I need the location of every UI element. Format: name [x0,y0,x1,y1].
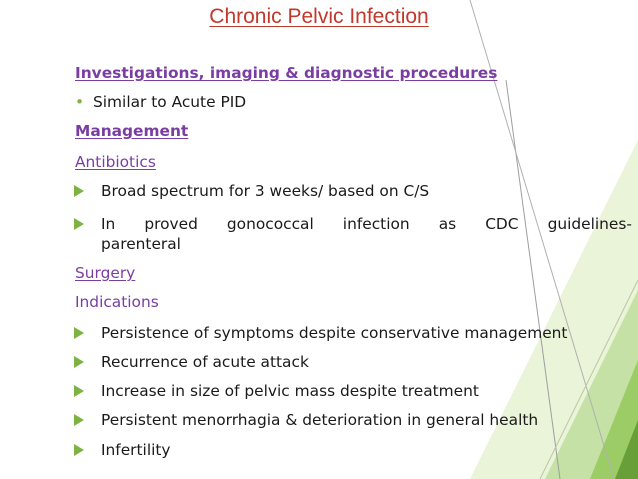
antibiotics-item: Broad spectrum for 3 weeks/ based on C/S [101,182,430,200]
investigations-heading: Investigations, imaging & diagnostic procedures [75,64,498,82]
indications-item: Recurrence of acute attack [101,353,309,371]
arrow-bullet-icon [74,356,84,368]
arrow-bullet-icon [74,185,84,197]
antibiotics-item-continuation: parenteral [101,235,181,253]
indications-item: Infertility [101,441,171,459]
arrow-bullet-icon [74,444,84,456]
item-word: infection [342,215,410,233]
item-word: proved [144,215,198,233]
investigations-item-text: Similar to Acute PID [93,93,247,111]
item-word: CDC [485,215,519,233]
indications-heading: Indications [75,293,159,311]
arrow-bullet-icon [74,218,84,230]
surgery-heading: Surgery [75,264,136,282]
item-word: gonococcal [226,215,314,233]
indications-item: Persistent menorrhagia & deterioration in general health [101,411,539,429]
item-word: In [101,215,116,233]
antibiotics-item-justified [101,214,632,234]
management-heading: Management [75,122,189,140]
investigations-item [75,92,246,112]
dot-bullet-icon: • [75,93,85,111]
slide-title: Chronic Pelvic Infection [209,5,429,28]
arrow-bullet-icon [74,414,84,426]
indications-item: Persistence of symptoms despite conservative management [101,324,568,342]
item-word: as [438,215,457,233]
arrow-bullet-icon [74,385,84,397]
item-word: guidelines- [547,215,632,233]
indications-item: Increase in size of pelvic mass despite treatment [101,382,479,400]
arrow-bullet-icon [74,327,84,339]
antibiotics-heading: Antibiotics [75,153,156,171]
